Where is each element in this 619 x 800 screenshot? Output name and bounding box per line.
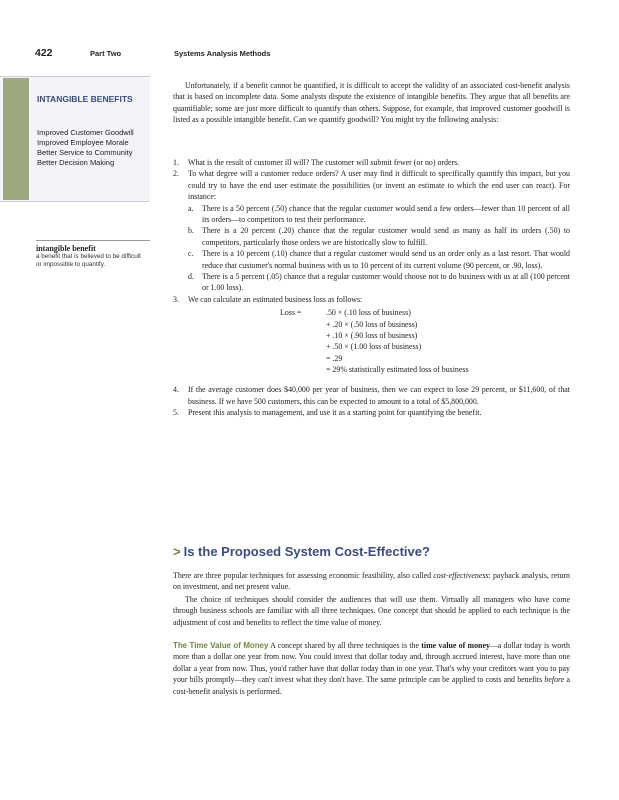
equation-line: + .20 × (.50 loss of business) — [326, 319, 418, 329]
box-item: Improved Customer Goodwill — [37, 128, 134, 137]
substep-text: There is a 10 percent (.10) chance that a regular customer would send us an order only as a last resort. That would reduce that customer's normal business with us to 10 percent of its current volume (90 percent, or .90, loss). — [202, 249, 570, 270]
step-number: 3. — [173, 294, 179, 304]
substep-item — [188, 271, 570, 294]
step-item — [173, 168, 570, 293]
equation-line: = .29 — [326, 353, 343, 363]
substep-item — [188, 225, 570, 248]
substep-letter: a. — [188, 203, 194, 213]
italic-term: cost-effectiveness — [433, 571, 489, 580]
italic-word: before — [544, 675, 565, 685]
step-text: If the average customer does $40,000 per year of business, then we can expect to lose 29 percent, or $11,600, of that business. If we have 500 customers, this can be expected to amount to a total of $5,800,000. — [188, 385, 570, 406]
equation-line: + .50 × (1.00 loss of business) — [326, 342, 422, 352]
step-number: 1. — [173, 158, 179, 167]
step-item — [173, 294, 570, 378]
loss-equation — [188, 307, 570, 378]
running-head: Systems Analysis Methods — [174, 49, 271, 58]
substeps — [188, 203, 570, 294]
glossary-definition: a benefit that is believed to be difficult or impossible to quantify. — [36, 253, 141, 269]
box-accent-bar — [3, 78, 29, 200]
step-item — [173, 384, 570, 407]
glossary-term: intangible benefit — [36, 244, 96, 253]
step-item — [173, 157, 570, 168]
substep-item — [188, 203, 570, 226]
step-text: We can calculate an estimated business loss as follows: — [188, 294, 363, 304]
techniques-paragraph: The choice of techniques should consider the audiences that will use them. Virtually all managers who have come through business schools are familiar with all three techniques. One concept that should be applied to each technique is the adjustment of cost and benefits to reflect the time value of money. — [173, 595, 570, 627]
box-item: Improved Employee Morale — [37, 138, 129, 147]
step-text: What is the result of customer ill will? The customer will submit fewer (or no) orders. — [188, 158, 460, 167]
section-arrow-icon: > — [173, 544, 181, 559]
key-term: time value of money — [421, 641, 490, 650]
box-list — [37, 128, 149, 168]
substep-text: There is a 20 percent (.20) chance that the regular customer would send as many as half its orders (.50) to competitors, particularly those orders we are historically slow to fulfill. — [202, 226, 570, 247]
substep-text: There is a 5 percent (.05) chance that a regular customer would choose not to do business with us at all (100 percent or 1.00 loss). — [202, 272, 570, 293]
substep-item — [188, 248, 570, 271]
analysis-steps — [173, 157, 570, 419]
section-heading-text: Is the Proposed System Cost-Effective? — [183, 544, 430, 559]
step-number: 4. — [173, 385, 179, 395]
page-number: 422 — [35, 47, 53, 59]
box-heading: INTANGIBLE BENEFITS — [37, 94, 133, 104]
step-text: Present this analysis to management, and use it as a starting point for quantifying the benefit. — [188, 408, 482, 418]
step-number: 5. — [173, 408, 179, 418]
text-run: a cost-benefit analysis is performed. — [173, 675, 570, 696]
substep-text: There is a 50 percent (.50) chance that the regular customer would send a few orders—fewer than 10 percent of all its orders—to competitors to test their performance. — [202, 203, 570, 225]
part-label: Part Two — [90, 49, 122, 58]
intro-paragraph: Unfortunately, if a benefit cannot be quantified, it is difficult to accept the validity of an associated cost-benefit analysis that is based on incomplete data. Some analysts dispute the existence of intangible benefits. They argue that all benefits are quantifiable; some are just more difficult to quantify than others. Suppose, for example, that improved customer goodwill is listed as a possible intangible benefit. Can we quantify goodwill? You might try the following analysis: — [173, 81, 570, 125]
run-in-heading: The Time Value of Money — [173, 641, 269, 650]
text-run: There are three popular techniques for assessing economic feasibility, also called — [173, 571, 434, 580]
equation-line: = 29% statistically estimated loss of business — [326, 365, 469, 375]
step-item — [173, 407, 570, 418]
substep-letter: b. — [188, 226, 194, 236]
equation-label: Loss = — [280, 308, 302, 318]
text-run: : payback analysis, return on investment, and net present value. — [173, 571, 570, 592]
substep-letter: c. — [188, 249, 194, 259]
time-value-paragraph — [173, 640, 570, 697]
text-run: —a dollar today is worth more than a dollar one year from now. You could invest that dollar today and, through accrued interest, have more than one dollar a year from now. Thus, you'd rather have that dollar today than in one year. That's why your creditors want you to pay your bills promptly—they can't invest what they don't have. The same principle can be applied to costs and benefits — [173, 641, 570, 685]
step-text: To what degree will a customer reduce orders? A user may find it difficult to specifically quantify this impact, but you could try to have the end user estimate the possibilities (or invent an estimate to which the end user can react). For instance: — [188, 169, 570, 202]
step-number: 2. — [173, 169, 179, 179]
text-run: A concept shared by all three techniques is the — [268, 641, 422, 650]
box-item: Better Decision Making — [37, 158, 115, 167]
equation-line: .50 × (.10 loss of business) — [326, 308, 411, 318]
substep-letter: d. — [188, 272, 194, 282]
cost-effective-paragraph — [173, 570, 570, 593]
box-item: Better Service to Community — [37, 148, 133, 157]
equation-line: + .10 × (.90 loss of business) — [326, 331, 418, 341]
section-heading — [173, 544, 430, 559]
glossary-divider — [36, 240, 150, 241]
